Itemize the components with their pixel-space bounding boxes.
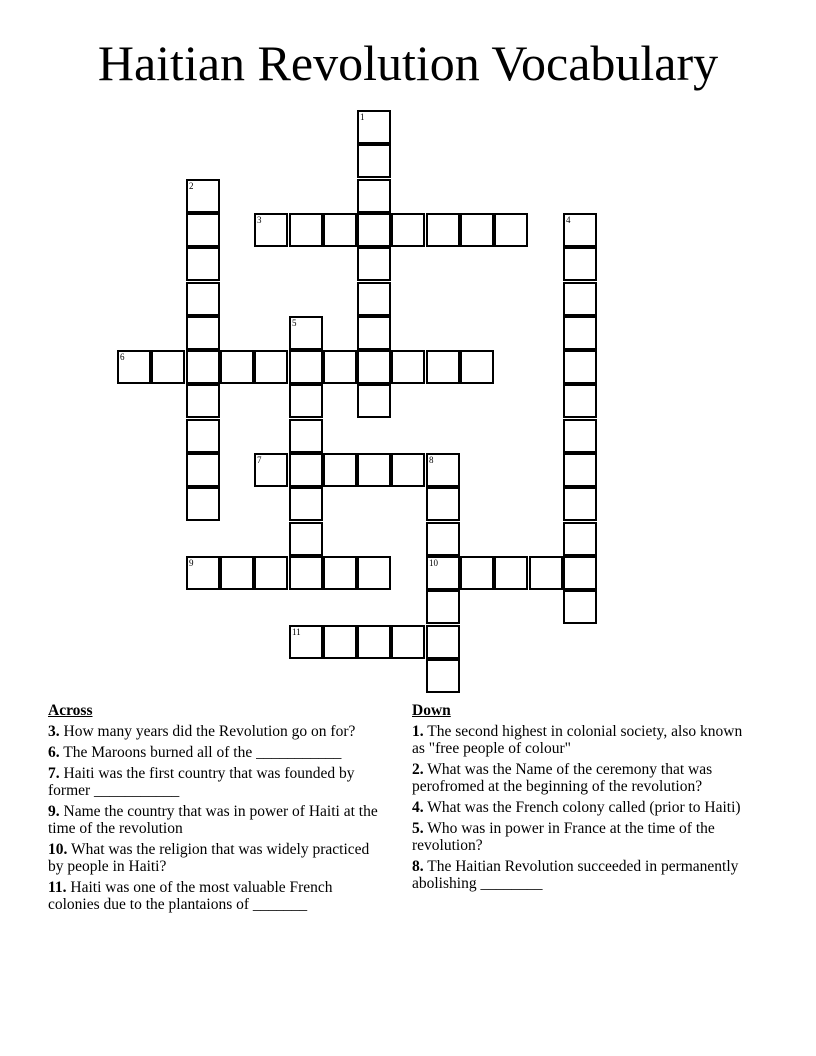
grid-cell[interactable] [289, 213, 323, 247]
down-clues [412, 702, 747, 896]
clue-text: Haiti was one of the most valuable French colonies due to the plantaions of _______ [48, 879, 333, 913]
clue-text: How many years did the Revolution go on for? [63, 723, 356, 740]
grid-cell[interactable] [289, 625, 323, 659]
grid-cell[interactable] [460, 350, 494, 384]
grid-cell[interactable] [186, 419, 220, 453]
cell-number: 2 [189, 181, 194, 191]
grid-cell[interactable] [186, 282, 220, 316]
across-clues [48, 702, 383, 917]
clue-down-8 [412, 858, 747, 892]
across-heading: Across [48, 702, 93, 719]
grid-cell[interactable] [289, 316, 323, 350]
grid-cell[interactable] [563, 350, 597, 384]
grid-cell[interactable] [563, 556, 597, 590]
grid-cell[interactable] [357, 556, 391, 590]
grid-cell[interactable] [563, 213, 597, 247]
grid-cell[interactable] [289, 487, 323, 521]
grid-cell[interactable] [289, 522, 323, 556]
grid-cell[interactable] [426, 659, 460, 693]
grid-cell[interactable] [426, 556, 460, 590]
clue-text: The Maroons burned all of the ___________ [63, 744, 342, 761]
grid-cell[interactable] [323, 453, 357, 487]
grid-cell[interactable] [117, 350, 151, 384]
grid-cell[interactable] [426, 453, 460, 487]
cell-number: 5 [292, 318, 297, 328]
grid-cell[interactable] [186, 384, 220, 418]
grid-cell[interactable] [357, 282, 391, 316]
cell-number: 11 [292, 627, 301, 637]
grid-cell[interactable] [220, 556, 254, 590]
grid-cell[interactable] [357, 350, 391, 384]
grid-cell[interactable] [151, 350, 185, 384]
grid-cell[interactable] [220, 350, 254, 384]
grid-cell[interactable] [289, 350, 323, 384]
grid-cell[interactable] [323, 625, 357, 659]
grid-cell[interactable] [323, 350, 357, 384]
clue-across-9 [48, 803, 383, 837]
grid-cell[interactable] [563, 247, 597, 281]
grid-cell[interactable] [323, 213, 357, 247]
clue-number: 4. [412, 799, 424, 816]
grid-cell[interactable] [186, 487, 220, 521]
grid-cell[interactable] [391, 453, 425, 487]
grid-cell[interactable] [289, 556, 323, 590]
grid-cell[interactable] [186, 316, 220, 350]
clue-text: What was the religion that was widely practiced by people in Haiti? [48, 841, 370, 875]
grid-cell[interactable] [186, 179, 220, 213]
clue-text: Haiti was the first country that was founded by former ___________ [48, 765, 355, 799]
clue-down-5 [412, 820, 747, 854]
grid-cell[interactable] [254, 556, 288, 590]
grid-cell[interactable] [357, 213, 391, 247]
clue-text: The second highest in colonial society, also known as "free people of colour" [412, 723, 743, 757]
grid-cell[interactable] [289, 419, 323, 453]
grid-cell[interactable] [563, 419, 597, 453]
grid-cell[interactable] [357, 179, 391, 213]
clue-across-7 [48, 765, 383, 799]
cell-number: 8 [429, 455, 434, 465]
grid-cell[interactable] [186, 453, 220, 487]
grid-cell[interactable] [460, 556, 494, 590]
grid-cell[interactable] [426, 213, 460, 247]
grid-cell[interactable] [323, 556, 357, 590]
clue-number: 5. [412, 820, 424, 837]
grid-cell[interactable] [563, 522, 597, 556]
grid-cell[interactable] [357, 110, 391, 144]
cell-number: 4 [566, 215, 571, 225]
grid-cell[interactable] [529, 556, 563, 590]
clue-number: 7. [48, 765, 60, 782]
grid-cell[interactable] [494, 556, 528, 590]
clue-number: 9. [48, 803, 60, 820]
clue-number: 3. [48, 723, 60, 740]
clue-across-11 [48, 879, 383, 913]
grid-cell[interactable] [426, 590, 460, 624]
clue-number: 1. [412, 723, 424, 740]
grid-cell[interactable] [357, 144, 391, 178]
clue-text: Who was in power in France at the time of the revolution? [412, 820, 715, 854]
grid-cell[interactable] [563, 590, 597, 624]
grid-cell[interactable] [494, 213, 528, 247]
grid-cell[interactable] [426, 522, 460, 556]
grid-cell[interactable] [186, 213, 220, 247]
grid-cell[interactable] [289, 384, 323, 418]
grid-cell[interactable] [254, 453, 288, 487]
clue-number: 8. [412, 858, 424, 875]
grid-cell[interactable] [460, 213, 494, 247]
clue-down-2 [412, 761, 747, 795]
grid-cell[interactable] [254, 350, 288, 384]
down-heading: Down [412, 702, 451, 719]
clue-number: 11. [48, 879, 67, 896]
clue-down-4 [412, 799, 747, 816]
cell-number: 10 [429, 558, 438, 568]
cell-number: 1 [360, 112, 365, 122]
grid-cell[interactable] [289, 453, 323, 487]
clue-across-6 [48, 744, 383, 761]
page-title: Haitian Revolution Vocabulary [97, 35, 719, 91]
grid-cell[interactable] [563, 282, 597, 316]
clue-across-3 [48, 723, 383, 740]
grid-cell[interactable] [357, 247, 391, 281]
cell-number: 6 [120, 352, 125, 362]
cell-number: 7 [257, 455, 262, 465]
clue-text: Name the country that was in power of Haiti at the time of the revolution [48, 803, 378, 837]
grid-cell[interactable] [357, 453, 391, 487]
grid-cell[interactable] [357, 316, 391, 350]
grid-cell[interactable] [391, 213, 425, 247]
cell-number: 9 [189, 558, 194, 568]
grid-cell[interactable] [186, 350, 220, 384]
grid-cell[interactable] [186, 247, 220, 281]
grid-cell[interactable] [391, 625, 425, 659]
cell-number: 3 [257, 215, 262, 225]
grid-cell[interactable] [254, 213, 288, 247]
grid-cell[interactable] [563, 453, 597, 487]
grid-cell[interactable] [186, 556, 220, 590]
grid-cell[interactable] [426, 625, 460, 659]
clue-across-10 [48, 841, 383, 875]
clue-text: The Haitian Revolution succeeded in permanently abolishing ________ [412, 858, 739, 892]
clue-down-1 [412, 723, 747, 757]
clue-text: What was the French colony called (prior to Haiti) [427, 799, 741, 816]
grid-cell[interactable] [563, 316, 597, 350]
clue-text: What was the Name of the ceremony that was perofromed at the beginning of the revolution? [412, 761, 713, 795]
grid-cell[interactable] [563, 487, 597, 521]
clue-number: 2. [412, 761, 424, 778]
grid-cell[interactable] [563, 384, 597, 418]
clue-number: 6. [48, 744, 60, 761]
grid-cell[interactable] [391, 350, 425, 384]
grid-cell[interactable] [426, 487, 460, 521]
grid-cell[interactable] [357, 625, 391, 659]
grid-cell[interactable] [357, 384, 391, 418]
grid-cell[interactable] [426, 350, 460, 384]
clue-number: 10. [48, 841, 68, 858]
